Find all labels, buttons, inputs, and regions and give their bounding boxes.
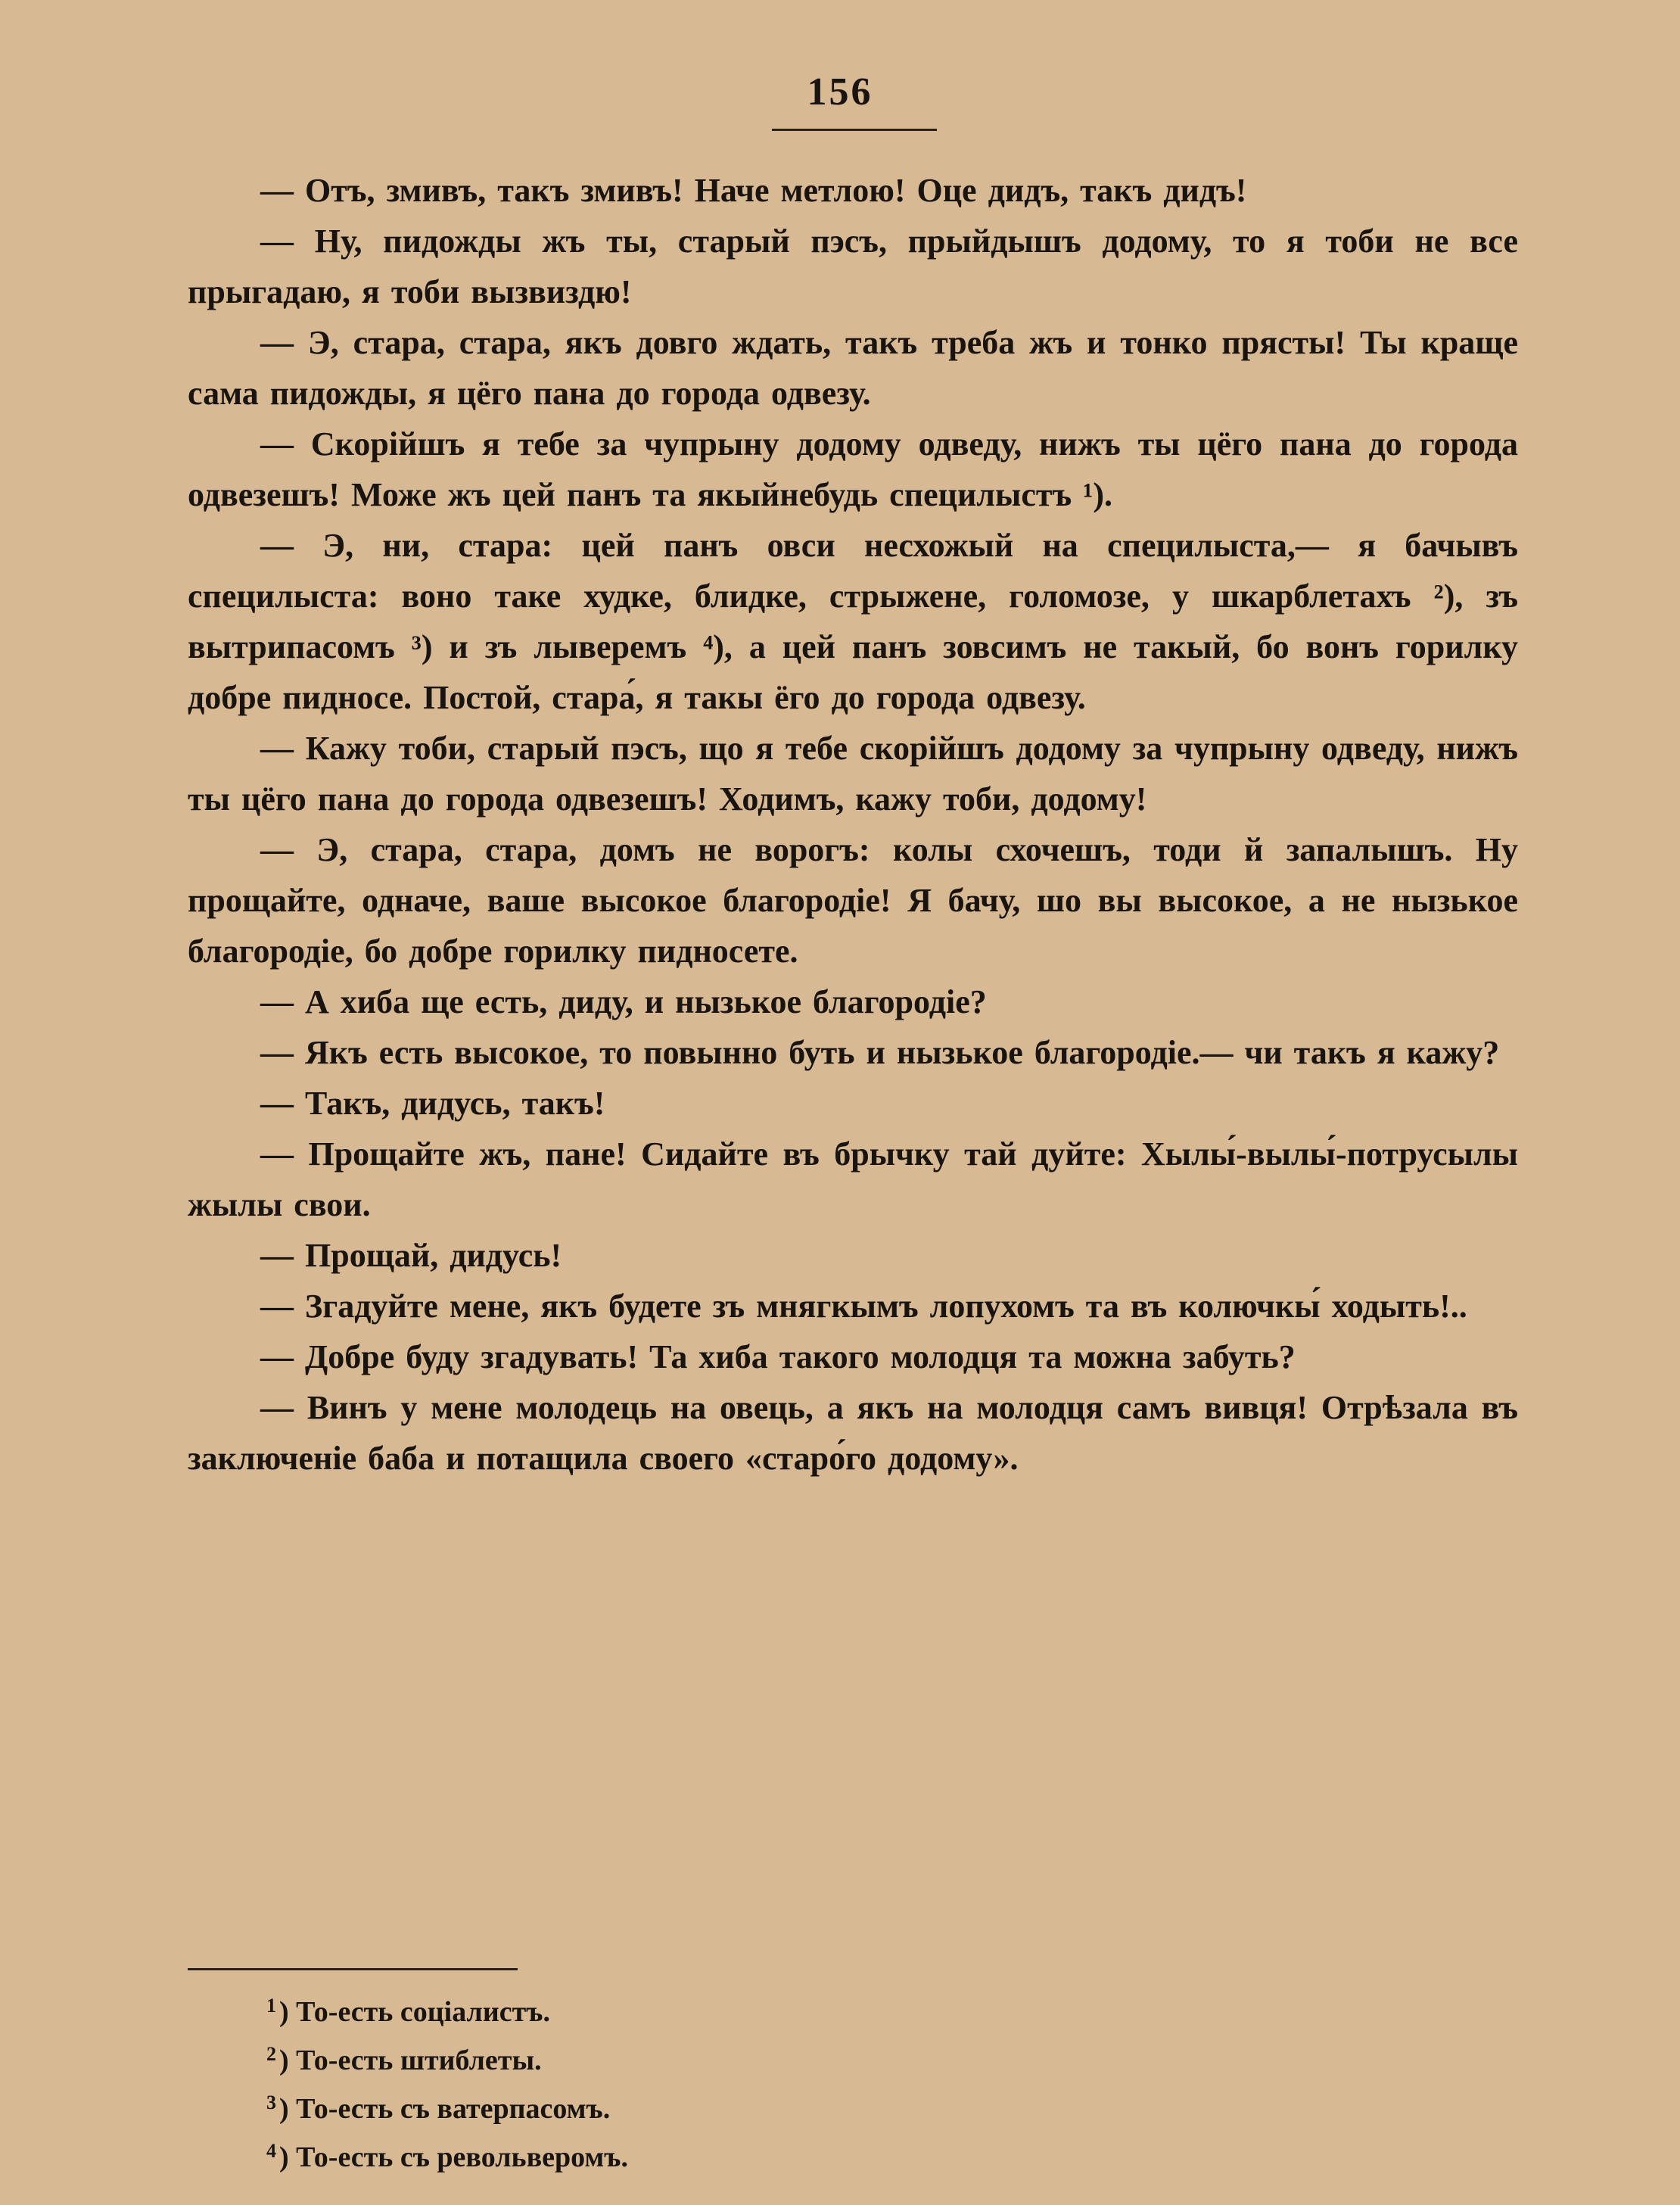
paragraph: — Ну, пидожды жъ ты, старый пэсъ, прыйдышъ додому, то я тоби не все прыгадаю, я тоби вызвиздю!	[188, 223, 1518, 310]
page-number: 156	[807, 70, 873, 114]
page-number-rule	[772, 129, 937, 131]
paragraph: — Добре буду згадувать! Та хиба такого молодця та можна забуть?	[260, 1338, 1296, 1375]
footnote-text: То-есть съ револьверомъ.	[296, 2141, 628, 2173]
footnote: $^2$ ) То-есть штиблеты.	[266, 2043, 542, 2076]
paragraph: — Э, стара, стара, якъ довго ждать, такъ треба жъ и тонко прясты! Ты краще сама пидожды, я цёго пана до города одвезу.	[188, 324, 1518, 412]
paragraph: — Прощай, дидусь!	[260, 1237, 562, 1274]
footnotes	[266, 1985, 1174, 2179]
paragraph: — Винъ у мене молодець на овець, а якъ на молодця самъ вивця! Отрѣзала въ заключеніе баба и потащила своего «старо́го додому».	[188, 1389, 1518, 1477]
footnote: $^4$ ) То-есть съ револьверомъ.	[266, 2140, 628, 2173]
paragraph: — Скорійшъ я тебе за чупрыну додому одведу, нижъ ты цёго пана до города одвезешъ! Може жъ цей панъ та якыйнебудь специлыстъ ¹).	[188, 425, 1518, 513]
footnote: $^3$ ) То-есть съ ватерпасомъ.	[266, 2091, 611, 2125]
footnote-text: То-есть соціалистъ.	[296, 1996, 550, 2028]
footnote-mark: 4	[266, 2140, 276, 2162]
footnote-mark: 2	[266, 2043, 276, 2065]
paragraph: — Э, стара, стара, домъ не ворогъ: колы схочешъ, тоди й запалышъ. Ну прощайте, одначе, ваше высокое благородіе! Я бачу, шо вы высокое, а не нызькое благородіе, бо добре горилку пидносете.	[188, 831, 1518, 970]
paragraph: — Отъ, змивъ, такъ змивъ! Наче метлою! Оце дидъ, такъ дидъ!	[260, 172, 1247, 209]
paragraph: — Кажу тоби, старый пэсъ, що я тебе скорійшъ додому за чупрыну одведу, нижъ ты цёго пана до города одвезешъ! Ходимъ, кажу тоби, додому!	[188, 730, 1518, 818]
paragraph: — Такъ, дидусь, такъ!	[260, 1085, 605, 1122]
footnote-mark: 1	[266, 1995, 276, 2017]
footnote-rule	[188, 1968, 518, 1970]
paragraph: — Згадуйте мене, якъ будете зъ мнягкымъ лопухомъ та въ колючкы́ ходыть!..	[260, 1288, 1467, 1325]
paragraph: — А хиба ще есть, диду, и нызькое благородіе?	[260, 983, 987, 1020]
body-text	[188, 165, 1518, 1484]
paragraph: — Э, ни, стара: цей панъ овси несхожый на специлыста,— я бачывъ специлыста: воно таке худке, блидке, стрыжене, голомозе, у шкарблетахъ ²), зъ вытрипасомъ ³) и зъ лыверемъ ⁴), а цей панъ зовсимъ не такый, бо вонъ горилку добре пидносе. Постой, стара́, я такы ёго до города одвезу.	[188, 527, 1518, 716]
footnote-text: То-есть штиблеты.	[296, 2045, 542, 2076]
footnote: $^1$ ) То-есть соціалистъ.	[266, 1995, 550, 2028]
paragraph: — Прощайте жъ, пане! Сидайте въ брычку тай дуйте: Хылы́-вылы́-потрусылы жылы свои.	[188, 1135, 1518, 1223]
paragraph: — Якъ есть высокое, то повынно буть и нызькое благородіе.— чи такъ я кажу?	[260, 1034, 1500, 1071]
footnote-mark: 3	[266, 2091, 276, 2113]
footnote-text: То-есть съ ватерпасомъ.	[296, 2093, 611, 2125]
